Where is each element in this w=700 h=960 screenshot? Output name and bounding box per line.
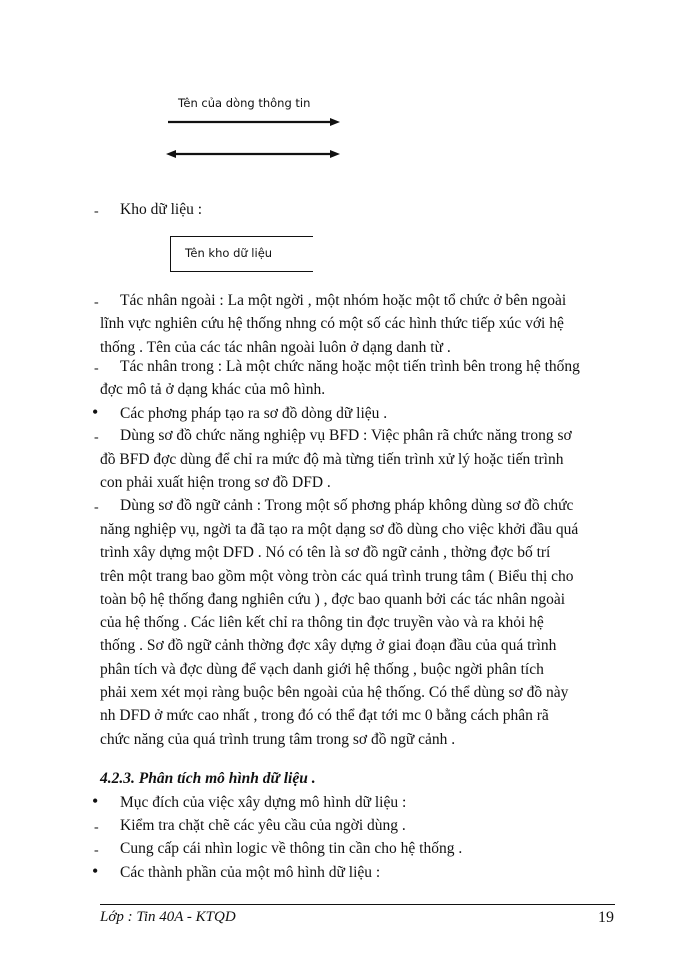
bullet-dot: • xyxy=(92,861,99,881)
paragraph-line: toàn bộ hệ thống đang nghiên cứu ) , đợc bao quanh bởi các tác nhân ngoài xyxy=(100,591,566,608)
paragraph-line: trên một trang bao gồm một vòng tròn các quá trình trung tâm ( Biểu thị cho xyxy=(100,568,574,585)
data-store-box xyxy=(170,236,313,272)
footer-class-label: Lớp : Tin 40A - KTQD xyxy=(100,909,236,925)
bullet-dash: - xyxy=(94,361,99,376)
data-store-label: Tên kho dữ liệu xyxy=(185,246,273,260)
list-item: Kiểm tra chặt chẽ các yêu cầu của ngời dùng . xyxy=(120,817,406,834)
paragraph-line: đồ BFD đợc dùng để chỉ ra mức độ mà từng tiến trình xử lý hoặc tiến trình xyxy=(100,451,564,468)
footer-rule xyxy=(100,904,615,905)
paragraph-line: Tác nhân ngoài : La một ngời , một nhóm hoặc một tổ chức ở bên ngoài xyxy=(120,292,567,309)
paragraph-line: lĩnh vực nghiên cứu hệ thống nhng có một số các hình thức tiếp xúc với hệ xyxy=(100,315,564,332)
page-number: 19 xyxy=(598,909,614,926)
arrow-head-right-icon xyxy=(330,118,340,126)
paragraph-line: Dùng sơ đồ ngữ cảnh : Trong một số phơng pháp không dùng sơ đồ chức xyxy=(120,497,574,514)
paragraph-line: phân tích và đợc dùng để vạch danh giới hệ thống , buộc ngời phân tích xyxy=(100,661,544,678)
paragraph-line: chức năng của quá trình trung tâm trong sơ đồ ngữ cảnh . xyxy=(100,731,456,748)
list-item: Cung cấp cái nhìn logic về thông tin cần cho hệ thống . xyxy=(120,840,463,857)
paragraph-line: phải xem xét mọi ràng buộc bên ngoài của hệ thống. Có thể dùng sơ đồ này xyxy=(100,684,569,701)
bullet-dot: • xyxy=(92,791,99,811)
paragraph-line: năng nghiệp vụ, ngời ta đã tạo ra một dạng sơ đồ dùng cho việc khởi đầu quá xyxy=(100,521,579,538)
paragraph-line: thống . Sơ đồ ngữ cảnh thờng đợc xây dựng ở giai đoạn đầu của quá trình xyxy=(100,637,557,654)
paragraph-line: của hệ thống . Các liên kết chỉ ra thông tin đợc truyền vào và ra khỏi hệ xyxy=(100,614,544,631)
paragraph-line: trình xây dựng một DFD . Nó có tên là sơ đồ ngữ cảnh , thờng đợc bố trí xyxy=(100,544,551,561)
arrow-head-right-icon xyxy=(330,150,340,158)
bullet-dash: - xyxy=(94,204,99,219)
paragraph-line: Dùng sơ đồ chức năng nghiệp vụ BFD : Việc phân rã chức năng trong sơ xyxy=(120,427,572,444)
bullet-dot: • xyxy=(92,402,99,422)
flow-arrows xyxy=(160,112,350,164)
flow-label: Tên của dòng thông tin xyxy=(178,96,311,110)
paragraph-line: Các phơng pháp tạo ra sơ đồ dòng dữ liệu . xyxy=(120,405,388,422)
list-item: Các thành phần của một mô hình dữ liệu : xyxy=(120,864,381,881)
bullet-dash: - xyxy=(94,430,99,445)
paragraph-line: Tác nhân trong : Là một chức năng hoặc một tiến trình bên trong hệ thống xyxy=(120,358,580,375)
section-heading: 4.2.3. Phân tích mô hình dữ liệu . xyxy=(100,770,316,787)
paragraph-line: nh DFD ở mức cao nhất , trong đó có thể đạt tới mc 0 bằng cách phân rã xyxy=(100,707,549,724)
paragraph-line: Kho dữ liệu : xyxy=(120,201,203,218)
arrow-head-left-icon xyxy=(166,150,176,158)
paragraph-line: đợc mô tả ở dạng khác của mô hình. xyxy=(100,381,326,398)
paragraph-line: con phải xuất hiện trong sơ đồ DFD . xyxy=(100,474,331,491)
bullet-dash: - xyxy=(94,843,99,858)
bullet-dash: - xyxy=(94,295,99,310)
list-item: Mục đích của việc xây dựng mô hình dữ liệu : xyxy=(120,794,407,811)
paragraph-line: thống . Tên của các tác nhân ngoài luôn ở dạng danh từ . xyxy=(100,339,451,356)
bullet-dash: - xyxy=(94,820,99,835)
bullet-dash: - xyxy=(94,500,99,515)
